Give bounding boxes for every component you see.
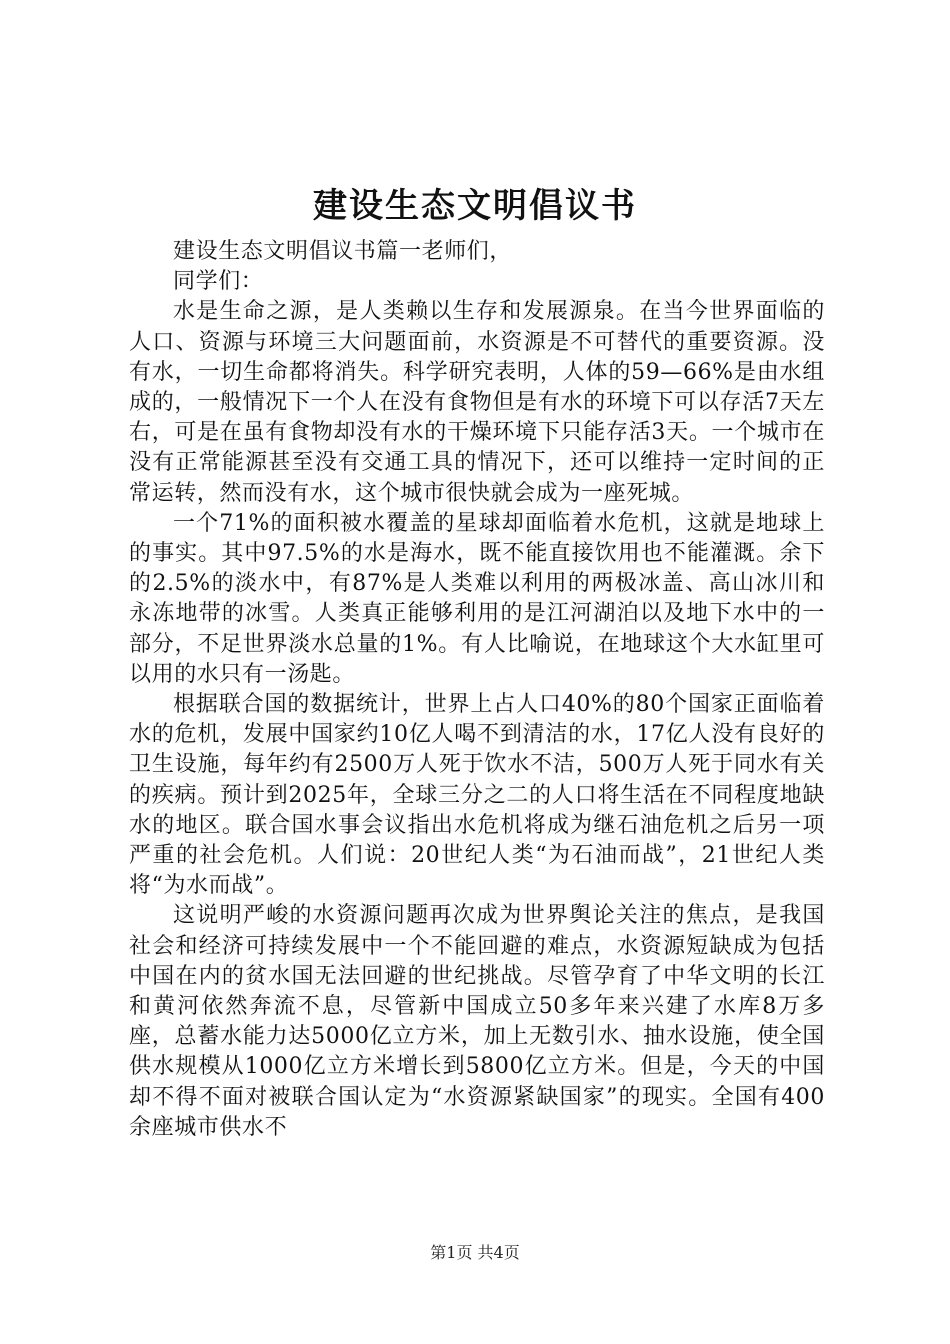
paragraph-water-crisis: 一个71%的面积被水覆盖的星球却面临着水危机，这就是地球上的事实。其中97.5%的水是海水，既不能直接饮用也不能灌溉。余下的2.5%的淡水中，有87%是人类难以利用的两极冰盖、高山冰川和永冻地带的冰雪。人类真正能够利用的是江河湖泊以及地下水中的一部分，不足世界淡水总量的1%。有人比喻说，在地球这个大水缸里可以用的水只有一汤匙。 <box>129 510 825 687</box>
paragraph-china-water: 这说明严峻的水资源问题再次成为世界舆论关注的焦点，是我国社会和经济可持续发展中一个不能回避的难点，水资源短缺成为包括中国在内的贫水国无法回避的世纪挑战。尽管孕育了中华文明的长江和黄河依然奔流不息，尽管新中国成立50多年来兴建了水库8万多座，总蓄水能力达5000亿立方米，加上无数引水、抽水设施，使全国供水规模从1000亿立方米增长到5800亿立方米。但是，今天的中国却不得不面对被联合国认定为“水资源紧缺国家”的现实。全国有400余座城市供水不 <box>129 903 825 1140</box>
page-number-footer: 第1页 共4页 <box>430 1243 520 1262</box>
paragraph-opening: 建设生态文明倡议书篇一老师们， <box>173 239 513 264</box>
paragraph-salutation: 同学们： <box>173 269 264 295</box>
paragraph-un-statistics: 根据联合国的数据统计，世界上占人口40%的80个国家正面临着水的危机，发展中国家约10亿人喝不到清洁的水，17亿人没有良好的卫生设施，每年约有2500万人死于饮水不洁，500万人死于同水有关的疾病。预计到2025年，全球三分之二的人口将生活在不同程度地缺水的地区。联合国水事会议指出水危机将成为继石油危机之后另一项严重的社会危机。人们说：20世纪人类“为石油而战”，21世纪人类将“为水而战”。 <box>129 692 825 899</box>
document-body <box>129 237 825 1143</box>
document-title: 建设生态文明倡议书 <box>313 186 637 226</box>
paragraph-water-source: 水是生命之源，是人类赖以生存和发展源泉。在当今世界面临的人口、资源与环境三大问题面前，水资源是不可替代的重要资源。没有水，一切生命都将消失。科学研究表明，人体的59—66%是由水组成的，一般情况下一个人在没有食物但是有水的环境下可以存活7天左右，可是在虽有食物却没有水的干燥环境下只能存活3天。一个城市在没有正常能源甚至没有交通工具的情况下，还可以维持一定时间的正常运转，然而没有水，这个城市很快就会成为一座死城。 <box>129 299 825 506</box>
